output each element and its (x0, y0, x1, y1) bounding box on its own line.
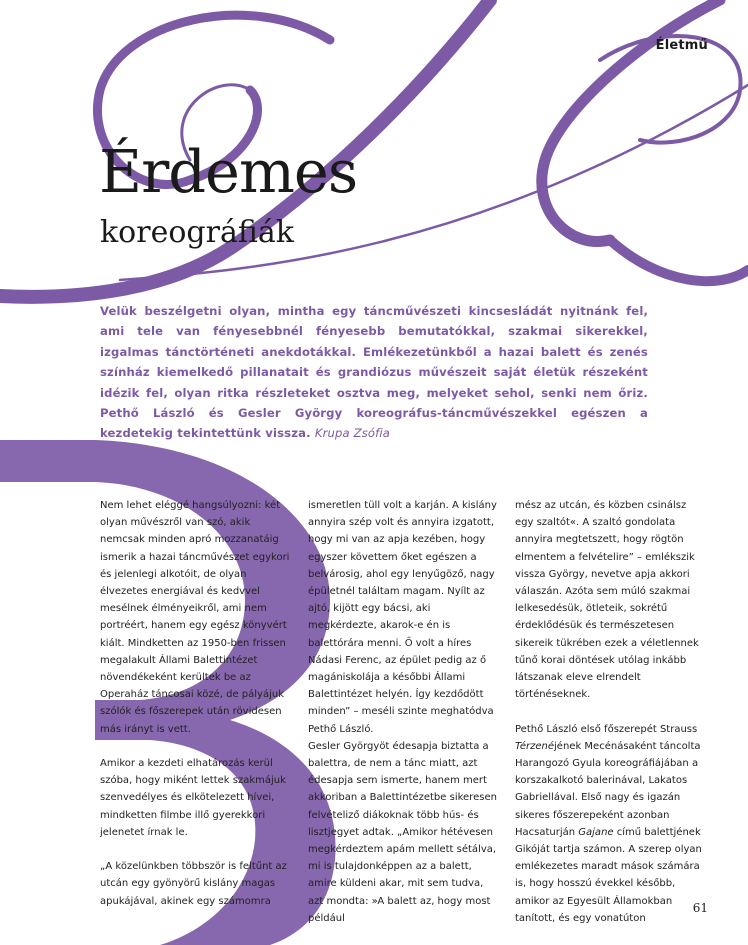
ballet-title-terzene: Térzené (515, 740, 555, 752)
lead-text: Velük beszélgetni olyan, mintha egy táncművészeti kincsesládát nyitnánk fel, ami tele van fényesebbnél fényesebb bemutatókkal, szakmai sikerekkel, izgalmas tánctörténeti anekdotákkal. Emlékezetünkből a hazai balett és zenés színház kiemelkedő pillanatait és grandiózus művészeit saját életük részeként idézik fel, olyan ritka részleteket osztva meg, melyeket sehol, senki nem őriz. Pethő László és Gesler György koreográfus-táncművészekkel egészen a kezdetekig tekintettünk vissza. (100, 304, 648, 441)
calligraphy-right-R-leg (610, 240, 748, 281)
article-title: Érdemes (99, 137, 358, 206)
body-paragraph: mész az utcán, és közben csinálsz egy szaltót«. A szaltó gondolata annyira megtetszett, hogy rögtön elmentem a felvételire” – emlékszik vissza György, nevetve apja akkori válaszán. Azóta sem múló szakmai lelkesedésük, ötleteik, sokrétű érdeklődésük és természetesen sikereik tükrében ezek a véletlennek tűnő korai döntések utólag inkább látszanak eleve elrendelt történéseknek. (515, 500, 699, 701)
text-column-2 (308, 497, 498, 944)
article-subtitle: koreográfiák (100, 215, 294, 250)
text-column-1 (100, 497, 290, 927)
text-run: című balettjének Gikóját tartja számon. A szerep olyan emlékezetes maradt mások számára is, hogy hosszú évekkel később, amikor az Egyesült Államokban tanított, és egy vonatúton (515, 826, 702, 924)
text-run: jének Mecénásaként táncolta Harangozó Gyula koreográfiájában a korszakalkotó balerinával, Lakatos Gabriellával. Első nagy és igazán sikeres főszerepeként azonban Hacsaturján (515, 740, 701, 838)
body-paragraph: ismeretlen tüll volt a karján. A kislány annyira szép volt és annyira izgatott, hogy mi van az apja kezében, hogy egyszer követtem őket egészen a belvárosig, ahol egy lenyűgöző, nagy épületnél találtam magam. Nyílt az ajtó, kijött egy bácsi, aki megkérdezte, akarok-e én is balettórára menni. Ő volt a híres Nádasi Ferenc, az épület pedig az ő magániskolája a későbbi Állami Balettintézet helyén. Így kezdődött minden” – meséli szinte meghatódva Pethő László. (308, 500, 497, 735)
author-name: Krupa Zsófia (314, 426, 390, 441)
text-column-3 (515, 497, 705, 927)
body-paragraph: „A közelünkben többször is feltűnt az utcán egy gyönyörű kislány magas apukájával, akinek egy számomra (100, 861, 287, 907)
page-number: 61 (692, 901, 708, 915)
text-run: Pethő László első főszerepét Strauss (515, 723, 698, 735)
section-label: Életmű (655, 38, 708, 53)
body-paragraph (515, 721, 705, 927)
lead-paragraph (100, 301, 648, 444)
body-paragraph: Amikor a kezdeti elhatározás kerül szóba, hogy miként lettek szakmájuk szenvedélyes és elkötelezett hívei, mindketten filmbe illő gyerekkori jelenetet írnak le. (100, 758, 286, 838)
body-paragraph: Gesler Györgyöt édesapja biztatta a balettra, de nem a tánc miatt, azt édesapja sem ismerte, hanem mert akkoriban a Balettintézetbe sikeresen felvételiző diákoknak több hús- és lisztjegyet adtak. „Amikor hétévesen megkérdeztem apám mellett sétálva, mi is tulajdonképpen az a balett, amire küldeni akar, mit sem tudva, azt mondta: »A balett az, hogy most például (308, 740, 497, 924)
ballet-title-gajane: Gajane (578, 826, 614, 838)
body-paragraph: Nem lehet eléggé hangsúlyozni: két olyan művészről van szó, akik nemcsak minden apró mozzanatáig ismerik a hazai táncművészet egykori és jelenlegi alkotóit, de olyan élvezetes energiával és kedvvel mesélnek élményeikről, ami nem portréért, hanem egy egész könyvért kiált. Mindketten az 1950-ben frissen megalakult Állami Balettintézet növendékeként kerültek be az Operaház táncosai közé, de pályájuk szólók és főszerepek után rövidesen más irányt is vett. (100, 500, 290, 735)
